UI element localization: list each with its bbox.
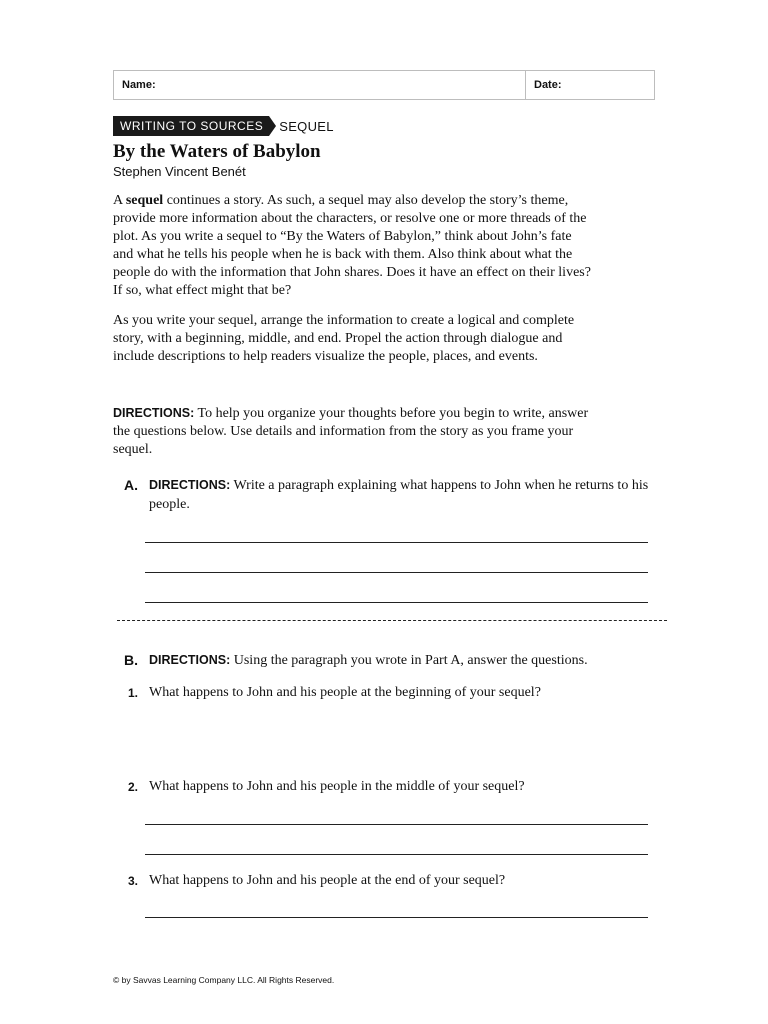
- question-2-number: 2.: [128, 780, 139, 794]
- date-label: Date:: [534, 79, 562, 91]
- name-label: Name:: [122, 79, 156, 91]
- question-3-text: What happens to John and his people at the end of your sequel?: [149, 873, 506, 888]
- question-3: [128, 872, 658, 890]
- directions-text: To help you organize your thoughts before you begin to write, answer the questions below. Use details and information from the story as you frame your sequel.: [113, 406, 589, 457]
- part-b-directions-label: DIRECTIONS:: [149, 653, 231, 667]
- intro-paragraph-1: [113, 192, 593, 300]
- part-a-directions: [149, 476, 664, 514]
- question-3-number: 3.: [128, 874, 139, 888]
- date-field[interactable]: [526, 71, 654, 99]
- part-a-directions-label: DIRECTIONS:: [149, 478, 231, 492]
- dashed-divider: [117, 620, 667, 621]
- question-2: [128, 778, 658, 796]
- banner-arrow-icon: [269, 116, 276, 136]
- part-a-letter: A.: [124, 477, 138, 493]
- question-2-text: What happens to John and his people in the middle of your sequel?: [149, 779, 525, 794]
- intro-prefix: A: [113, 193, 126, 208]
- question-1: [128, 684, 658, 702]
- part-a: [124, 476, 664, 514]
- part-b: [124, 651, 664, 670]
- name-date-box: [113, 70, 655, 100]
- question-1-text: What happens to John and his people at the beginning of your sequel?: [149, 685, 541, 700]
- answer-line-q2-2[interactable]: [145, 854, 648, 855]
- part-b-directions: [149, 651, 664, 670]
- banner-subtitle: SEQUEL: [279, 118, 334, 134]
- sequel-term: sequel: [125, 193, 164, 208]
- name-field[interactable]: [114, 71, 526, 99]
- page-title: By the Waters of Babylon: [113, 141, 321, 162]
- answer-line-q3-1[interactable]: [145, 917, 648, 918]
- answer-line-a1[interactable]: [145, 542, 648, 543]
- section-banner: [113, 116, 334, 136]
- part-b-directions-text: Using the paragraph you wrote in Part A, answer the questions.: [230, 653, 588, 668]
- part-b-letter: B.: [124, 652, 138, 668]
- intro-paragraph-2: As you write your sequel, arrange the information to create a logical and complete story, with a beginning, middle, and end. Propel the action through dialogue and include descriptions to help readers visualize the people, places, and events.: [113, 313, 575, 364]
- directions-label: DIRECTIONS:: [113, 406, 195, 420]
- directions-paragraph: [113, 404, 593, 459]
- banner-tag: WRITING TO SOURCES: [113, 116, 269, 136]
- answer-line-a2[interactable]: [145, 572, 648, 573]
- part-a-directions-text: Write a paragraph explaining what happens to John when he returns to his people.: [149, 478, 649, 512]
- answer-line-q2-1[interactable]: [145, 824, 648, 825]
- answer-line-a3[interactable]: [145, 602, 648, 603]
- intro-body: continues a story. As such, a sequel may also develop the story’s theme, provide more information about the characters, or resolve one or more threads of the plot. As you write a sequel to “By the Waters of Babylon,” think about John’s fate and what he tells his people when he is back with them. Also think about what the people do with the information that John shares. Does it have an effect on their lives? If so, what effect might that be?: [113, 193, 591, 298]
- copyright-footer: © by Savvas Learning Company LLC. All Rights Reserved.: [113, 975, 335, 985]
- question-1-number: 1.: [128, 686, 139, 700]
- author-name: Stephen Vincent Benét: [113, 164, 246, 179]
